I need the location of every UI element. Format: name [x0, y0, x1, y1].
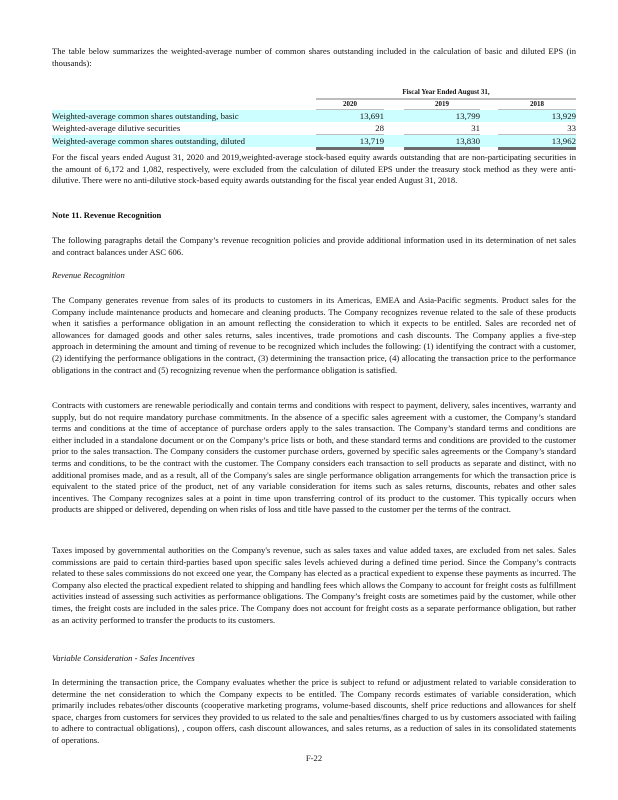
column-header-2020: 2020: [343, 100, 357, 108]
variable-consideration-paragraph: In determining the transaction price, the Company evaluates whether the price is subject to refund or adjustment related to variable consideration to determine the net consideration to which the Company expects to be entitled. The Company records estimates of variable consideration, which primarily includes rebates/other discounts (cooperative marketing programs, volume-based discounts, shelf price reductions and allowances for shelf space, charges from customers for services they provided to us related to the sale and penalties/fines charged to us by customers associated with failing to adhere to contractual obligations), , coupon offers, cash discount allowances, and sales returns, as a reduction of sales in its consolidated statements of operations.: [52, 677, 576, 745]
value-2018: 13,962: [551, 136, 576, 146]
value-2020: 13,691: [359, 111, 384, 121]
value-2018: 33: [567, 123, 576, 133]
value-2019: 13,830: [455, 136, 480, 146]
total-double-rule: [498, 147, 576, 150]
value-2019: 31: [471, 123, 480, 133]
total-double-rule: [316, 147, 384, 150]
row-label: Weighted-average common shares outstanding, diluted: [52, 136, 246, 146]
note-11-heading: Note 11. Revenue Recognition: [52, 210, 162, 220]
note-intro-paragraph: The following paragraphs detail the Company’s revenue recognition policies and provide additional information used in its determination of net sales and contract balances under ASC 606.: [52, 235, 576, 257]
variable-consideration-subheading: Variable Consideration - Sales Incentives: [52, 653, 195, 663]
taxes-paragraph: Taxes imposed by governmental authorities on the Company's revenue, such as sales taxes and value added taxes, are excluded from net sales. Sales commissions are paid to certain third-parties based upon specific sales levels achieved during a defined time period. Since the Company’s contracts related to these sales commissions do not exceed one year, the Company has elected as a practical expedient to expense these payments as incurred. The Company also elected the practical expedient related to shipping and handling fees which allows the Company to account for freight costs as fulfillment activities instead of assessing such activities as performance obligations. The Company’s freight costs are sometimes paid by the customer, while other times, the freight costs are included in the sales price. The Company does not account for freight costs as a separate performance obligation, but rather as an activity performed to transfer the products to its customers.: [52, 545, 576, 625]
table-row-diluted: [52, 135, 576, 147]
value-2020: 28: [375, 123, 384, 133]
column-header-2019: 2019: [435, 100, 449, 108]
row-label: Weighted-average dilutive securities: [52, 123, 181, 133]
table-row-basic: [52, 110, 576, 122]
contracts-paragraph: Contracts with customers are renewable periodically and contain terms and conditions with respect to payment, delivery, sales incentives, warranty and supply, but do not require mandatory purchase commitments. In the absence of a specific sales agreement with a customer, the Company’s standard terms and conditions at the time of acceptance of purchase orders apply to the sales transaction. The Company’s standard terms and conditions are either included in a standalone document or on the Company’s price lists or both, and these standard terms and conditions are provided to the customer prior to the sales transaction. The Company considers the customer purchase orders, governed by specific sales agreements or the Company’s standard terms and conditions, to be the contract with the customer. The Company considers each transaction to sell products as separate and distinct, with no additional promises made, and as a result, all of the Company's sales are single performance obligation arrangements for which the transaction price is equivalent to the stated price of the product, net of any variable consideration for items such as sales returns, discounts, rebates and other sales incentives. The Company recognizes sales at a point in time upon transferring control of its product to the customer. This typically occurs when products are shipped or delivered, depending on when risks of loss and title have passed to the customer per the terms of the contract.: [52, 400, 576, 515]
column-header-2018: 2018: [530, 100, 544, 108]
value-2018: 13,929: [551, 111, 576, 121]
row-label: Weighted-average common shares outstanding, basic: [52, 111, 239, 121]
table-row-dilutive: [52, 122, 576, 134]
fiscal-year-span-header: Fiscal Year Ended August 31,: [402, 88, 490, 96]
value-2020: 13,719: [359, 136, 384, 146]
intro-paragraph: The table below summarizes the weighted-average number of common shares outstanding included in the calculation of basic and diluted EPS (in thousands):: [52, 46, 576, 68]
total-double-rule: [404, 147, 480, 150]
antidilutive-paragraph: For the fiscal years ended August 31, 2020 and 2019,weighted-average stock-based equity awards outstanding that are non-participating securities in the amount of 6,172 and 1,082, respectively, were excluded from the calculation of diluted EPS under the treasury stock method as they were anti-dilutive. There were no anti-dilutive stock-based equity awards outstanding for the fiscal year ended August 31, 2018.: [52, 152, 576, 186]
value-2019: 13,799: [455, 111, 480, 121]
revenue-paragraph: The Company generates revenue from sales of its products to customers in its Americas, EMEA and Asia-Pacific segments. Product sales for the Company include maintenance products and homecare and cleaning products. The Company recognizes revenue related to the sale of these products when it satisfies a performance obligation in an amount reflecting the consideration to which it expects to be entitled. Sales are recorded net of allowances for damaged goods and other sales returns, sales incentives, trade promotions and cash discounts. The Company applies a five-step approach in determining the amount and timing of revenue to be recognized which includes the following: (1) identifying the contract with a customer, (2) identifying the performance obligations in the contract, (3) determining the transaction price, (4) allocating the transaction price to the performance obligations in the contract and (5) recognizing revenue when the performance obligation is satisfied.: [52, 295, 576, 375]
revenue-recognition-subheading: Revenue Recognition: [52, 270, 125, 280]
page-number: F-22: [305, 753, 323, 763]
